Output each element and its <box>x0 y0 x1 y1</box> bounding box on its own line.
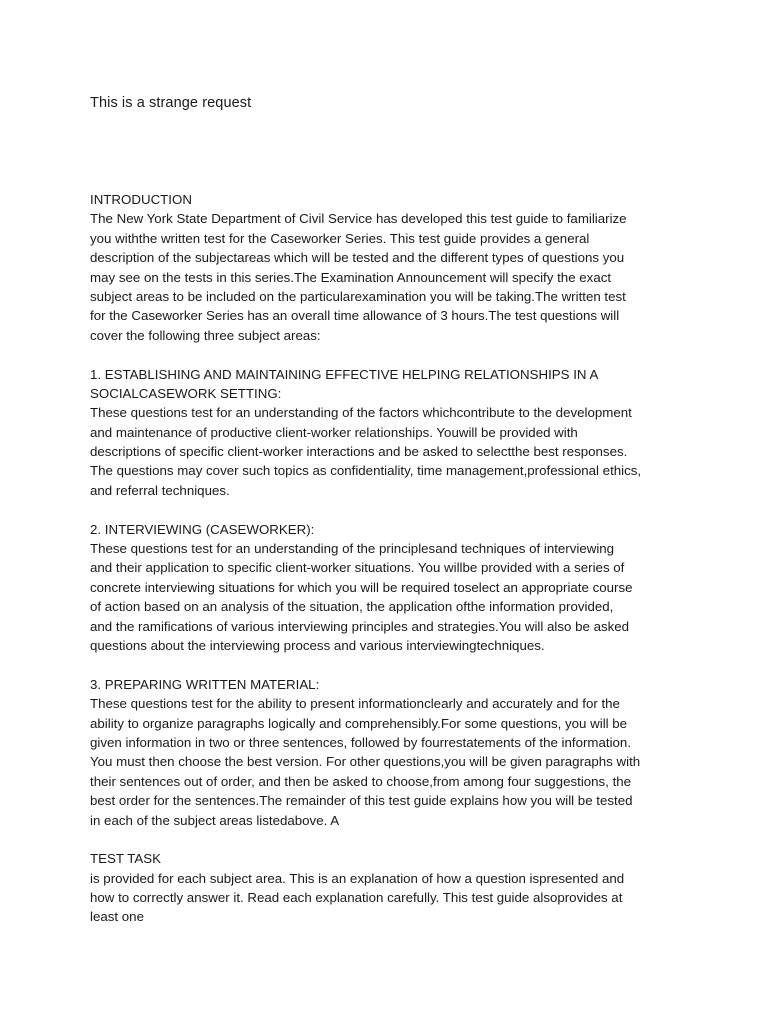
section-heading: TEST TASK <box>90 851 161 867</box>
section-helping-relationships <box>90 365 680 501</box>
paragraph-line: in each of the subject areas listedabove. A <box>90 812 340 828</box>
section-heading: SOCIALCASEWORK SETTING: <box>90 385 282 401</box>
paragraph-line: for the Caseworker Series has an overall time allowance of 3 hours.The test questions will <box>90 308 620 324</box>
paragraph-gap <box>90 345 680 364</box>
section-heading: INTRODUCTION <box>90 192 192 207</box>
section-interviewing <box>90 520 680 656</box>
paragraph-line: You must then choose the best version. For other questions,you will be given paragraphs with <box>90 754 641 770</box>
paragraph-line: and their application to specific client-worker situations. You willbe provided with a series of <box>90 560 625 576</box>
paragraph-line: concrete interviewing situations for which you will be required toselect an appropriate course <box>90 579 633 595</box>
paragraph-line: you withthe written test for the Caseworker Series. This test guide provides a general <box>90 230 590 246</box>
paragraph-line: best order for the sentences.The remainder of this test guide explains how you will be tested <box>90 793 633 809</box>
paragraph-line: descriptions of specific client-worker interactions and be asked to selectthe best responses. <box>90 444 628 460</box>
paragraph-line: is provided for each subject area. This is an explanation of how a question ispresented and <box>90 870 625 886</box>
paragraph-gap <box>90 655 680 674</box>
paragraph-line: least one <box>90 909 144 925</box>
paragraph-line: given information in two or three sentences, followed by fourrestatements of the information. <box>90 734 632 750</box>
paragraph-line: description of the subjectareas which will be tested and the different types of questions you <box>90 250 625 266</box>
paragraph-line: These questions test for the ability to present informationclearly and accurately and for the <box>90 696 620 712</box>
section-test-task <box>90 849 680 927</box>
paragraph-line: how to correctly answer it. Read each explanation carefully. This test guide alsoprovides at <box>90 890 623 906</box>
paragraph-line: The New York State Department of Civil Service has developed this test guide to familiarize <box>90 211 627 227</box>
paragraph-gap <box>90 830 680 849</box>
paragraph-line: ability to organize paragraphs logically and comprehensibly.For some questions, you will be <box>90 715 628 731</box>
paragraph-line: may see on the tests in this series.The Examination Announcement will specify the exact <box>90 269 612 285</box>
paragraph-line: and maintenance of productive client-worker relationships. Youwill be provided with <box>90 424 578 440</box>
paragraph-line: questions about the interviewing process and various interviewingtechniques. <box>90 637 545 653</box>
section-heading: 2. INTERVIEWING (CASEWORKER): <box>90 521 315 537</box>
paragraph-line: and referral techniques. <box>90 482 230 498</box>
section-heading: 3. PREPARING WRITTEN MATERIAL: <box>90 676 320 692</box>
paragraph-gap <box>90 500 680 519</box>
paragraph-line: subject areas to be included on the particularexamination you will be taking.The written test <box>90 288 626 304</box>
paragraph-line: cover the following three subject areas: <box>90 327 321 343</box>
section-written-material <box>90 675 680 830</box>
paragraph-line: of action based on an analysis of the situation, the application ofthe information provided, <box>90 599 614 615</box>
document-body <box>90 190 680 927</box>
paragraph-line: their sentences out of order, and then be asked to choose,from among four suggestions, the <box>90 773 632 789</box>
paragraph-line: These questions test for an understanding of the factors whichcontribute to the development <box>90 405 632 421</box>
section-introduction <box>90 190 680 345</box>
paragraph-line: The questions may cover such topics as confidentiality, time management,professional ethics, <box>90 463 642 479</box>
paragraph-line: and the ramifications of various interviewing principles and strategies.You will also be asked <box>90 618 630 634</box>
paragraph-line: These questions test for an understanding of the principlesand techniques of interviewing <box>90 541 615 557</box>
document-title: This is a strange request <box>90 95 252 111</box>
section-heading: 1. ESTABLISHING AND MAINTAINING EFFECTIVE HELPING RELATIONSHIPS IN A <box>90 366 599 382</box>
